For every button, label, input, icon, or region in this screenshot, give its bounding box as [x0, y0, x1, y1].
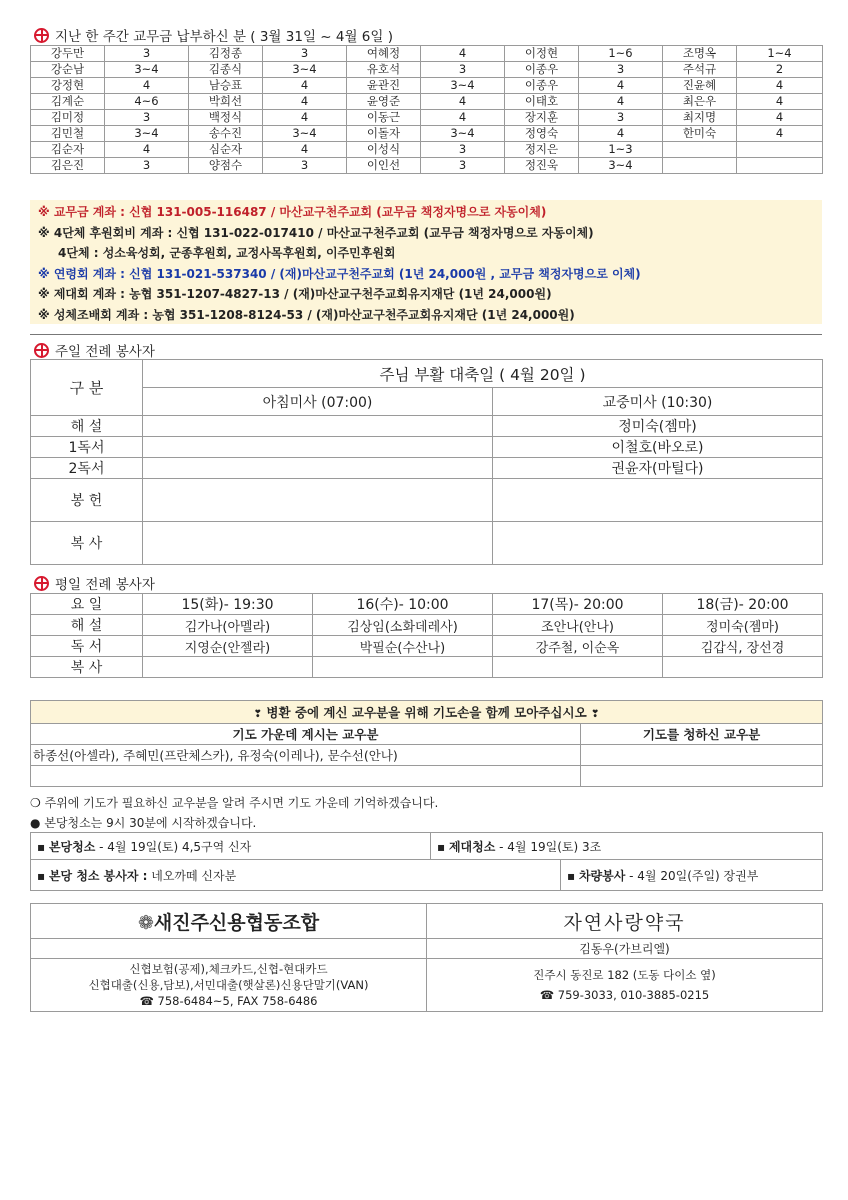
- donor-name: 박희선: [189, 94, 263, 110]
- donation-months: 4: [737, 94, 823, 110]
- server-cell: 지영순(안젤라): [143, 636, 313, 657]
- division-header: 구 분: [31, 360, 143, 416]
- server-cell: [313, 657, 493, 678]
- cleaning-label: 차량봉사: [578, 868, 626, 883]
- sunday-servers-table: [30, 359, 823, 565]
- donation-months: 3~4: [421, 126, 505, 142]
- donation-months: 3: [421, 62, 505, 78]
- donation-months: 4: [105, 142, 189, 158]
- cleaning-label: 제대청소: [448, 839, 496, 854]
- server-cell: 강주철, 이순옥: [493, 636, 663, 657]
- donor-name: [663, 142, 737, 158]
- account-line: ※ 교무금 계좌 : 신협 131-005-116487 / 마산교구천주교회 (교무금 책정자명으로 자동이체): [38, 205, 547, 219]
- credit-union-info-line: 신협보험(공제),체크카드,신협-현대카드: [129, 962, 328, 976]
- requester-col-header: 기도를 청하신 교우분: [581, 724, 823, 745]
- donation-months: 3~4: [105, 126, 189, 142]
- donation-months: [737, 142, 823, 158]
- donor-name: 심순자: [189, 142, 263, 158]
- account-line: ※ 성체조배회 계좌 : 농협 351-1208-8124-53 / (재)마산교구천주교회유지재단 (1년 24,000원): [38, 307, 575, 322]
- donor-name: 최은우: [663, 94, 737, 110]
- phone-icon: ☎: [539, 988, 555, 1002]
- day-header: 16(수)- 10:00: [313, 594, 493, 615]
- donation-months: 4: [579, 78, 663, 94]
- prayer-note: [30, 794, 438, 811]
- server-cell: [143, 657, 313, 678]
- donor-name: 강정현: [31, 78, 105, 94]
- cleaning-value: - 4월 19일(토) 4,5구역 신자: [95, 839, 252, 854]
- donation-months: 4: [579, 94, 663, 110]
- note-text: 주위에 기도가 필요하신 교우분을 알려 주시면 기도 가운데 기억하겠습니다.: [44, 796, 439, 810]
- phone-icon: ☎: [139, 994, 154, 1008]
- day-header: 15(화)- 19:30: [143, 594, 313, 615]
- donor-name: 남승표: [189, 78, 263, 94]
- cleaning-label: 본당 청소 봉사자 :: [48, 868, 148, 883]
- donation-months: 3~4: [263, 126, 347, 142]
- school-cell: 이철호(바오로): [493, 437, 823, 458]
- donation-row: [31, 158, 823, 174]
- server-cell: 박필순(수산나): [313, 636, 493, 657]
- donor-name: 송수진: [189, 126, 263, 142]
- day-header: 17(목)- 20:00: [493, 594, 663, 615]
- donation-months: 4: [263, 142, 347, 158]
- weekday-servers-table: [30, 593, 823, 678]
- donation-months: 3: [105, 46, 189, 62]
- credit-union-info-line: 신협대출(신용,담보),서민대출(햇살론)신용단말기(VAN): [88, 978, 369, 992]
- donation-row: [31, 142, 823, 158]
- donation-row: [31, 62, 823, 78]
- row-label: 독 서: [31, 636, 143, 657]
- empty-cell: [31, 766, 581, 787]
- donation-title: 지난 한 주간 교무금 납부하신 분 ( 3월 31일 ~ 4월 6일 ): [55, 29, 393, 45]
- heart-icon: ❣: [253, 709, 263, 720]
- school-cell: 정미숙(젬마): [493, 416, 823, 437]
- credit-union-name-cell: [31, 904, 427, 939]
- donation-row: [31, 46, 823, 62]
- account-line: ※ 연령회 계좌 : 신협 131-021-537340 / (재)마산교구천주교회 (1년 24,000원 , 교무금 책정자명으로 이체): [38, 266, 641, 281]
- donation-row: [31, 94, 823, 110]
- donation-months: 3~4: [421, 78, 505, 94]
- morning-cell: [143, 416, 493, 437]
- note-text: 본당청소는 9시 30분에 시작하겠습니다.: [44, 816, 257, 830]
- sunday-section-title: [34, 340, 155, 360]
- donation-months: 1~3: [579, 142, 663, 158]
- donor-name: 여혜정: [347, 46, 421, 62]
- day-label: 요 일: [31, 594, 143, 615]
- donation-months: 4: [737, 110, 823, 126]
- donor-name: 정영숙: [505, 126, 579, 142]
- donor-name: 이정현: [505, 46, 579, 62]
- cleaning-label: 본당청소: [48, 839, 96, 854]
- donor-name: 김민철: [31, 126, 105, 142]
- weekday-section-title: [34, 573, 155, 593]
- donation-months: 1~6: [579, 46, 663, 62]
- account-info-box: [30, 200, 822, 324]
- pharmacy-name: 자연사랑약국: [427, 904, 823, 939]
- server-cell: 김상임(소화데레사): [313, 615, 493, 636]
- donation-months: 3~4: [579, 158, 663, 174]
- donor-name: 윤관진: [347, 78, 421, 94]
- empty-cell: [31, 939, 427, 959]
- donation-months: 3~4: [263, 62, 347, 78]
- divider: [30, 334, 822, 335]
- donor-name: 장지훈: [505, 110, 579, 126]
- server-cell: [493, 657, 663, 678]
- server-cell: 김가나(아멜라): [143, 615, 313, 636]
- donation-months: 2: [737, 62, 823, 78]
- cleaning-value: - 4월 20일(주일) 장권부: [625, 868, 759, 883]
- donor-name: 주석규: [663, 62, 737, 78]
- donation-months: 4~6: [105, 94, 189, 110]
- donation-months: 3: [105, 110, 189, 126]
- donor-name: 정지은: [505, 142, 579, 158]
- requester-names: [581, 745, 823, 766]
- cross-circle-icon: [34, 576, 49, 591]
- donation-section-title: [34, 25, 393, 45]
- hollow-circle-icon: ❍: [30, 796, 41, 810]
- account-line: 4단체 : 성소육성회, 군종후원회, 교정사목후원회, 이주민후원회: [58, 246, 396, 260]
- donor-name: 김은진: [31, 158, 105, 174]
- pharmacy-owner: 김동우(가브리엘): [427, 939, 823, 959]
- row-label: 봉 헌: [31, 479, 143, 522]
- cross-circle-icon: [34, 28, 49, 43]
- donor-name: 백정식: [189, 110, 263, 126]
- cleaning-cell: ▪ 제대청소 - 4월 19일(토) 3조: [431, 833, 823, 860]
- donor-name: 한미숙: [663, 126, 737, 142]
- pharmacy-phone: 759-3033, 010-3885-0215: [557, 988, 710, 1002]
- server-cell: [663, 657, 823, 678]
- row-label: 복 사: [31, 657, 143, 678]
- donor-name: 이태호: [505, 94, 579, 110]
- donor-name: 이성식: [347, 142, 421, 158]
- donation-months: [737, 158, 823, 174]
- donation-months: 4: [263, 110, 347, 126]
- prayer-col-header: 기도 가운데 계시는 교우분: [31, 724, 581, 745]
- filled-circle-icon: ●: [30, 816, 41, 830]
- donor-name: 이종우: [505, 78, 579, 94]
- cleaning-cell: ▪ 본당청소 - 4월 19일(토) 4,5구역 신자: [31, 833, 431, 860]
- cleaning-value: 네오까떼 신자분: [147, 868, 237, 883]
- pharmacy-address: 진주시 동진로 182 (도동 다이소 옆): [533, 968, 716, 982]
- cleaning-note: [30, 814, 256, 831]
- donation-row: [31, 126, 823, 142]
- donation-months: 4: [105, 78, 189, 94]
- account-line: ※ 제대회 계좌 : 농협 351-1207-4827-13 / (재)마산교구천주교회유지재단 (1년 24,000원): [38, 287, 552, 301]
- donation-months: 3: [105, 158, 189, 174]
- donation-months: 3: [421, 142, 505, 158]
- donor-name: 김미정: [31, 110, 105, 126]
- pharmacy-info: [427, 959, 823, 1012]
- donor-name: 윤영준: [347, 94, 421, 110]
- sunday-title: 주일 전례 봉사자: [55, 344, 155, 360]
- morning-cell: [143, 479, 493, 522]
- cleaning-table: [30, 832, 823, 891]
- donor-name: 유호석: [347, 62, 421, 78]
- donor-name: 조명옥: [663, 46, 737, 62]
- donor-name: 김종식: [189, 62, 263, 78]
- donor-name: 김정종: [189, 46, 263, 62]
- donor-name: 최지명: [663, 110, 737, 126]
- credit-union-name: 새진주신용협동조합: [153, 911, 320, 934]
- donation-months: 4: [737, 78, 823, 94]
- row-label: 해 설: [31, 615, 143, 636]
- credit-union-phone: 758-6484~5, FAX 758-6486: [157, 994, 318, 1008]
- cleaning-cell: ▪ 본당 청소 봉사자 : 네오까떼 신자분: [31, 860, 561, 891]
- donor-name: 김순자: [31, 142, 105, 158]
- morning-mass-header: 아침미사 (07:00): [143, 388, 493, 416]
- row-label: 1독서: [31, 437, 143, 458]
- donor-name: 이동근: [347, 110, 421, 126]
- donation-row: [31, 110, 823, 126]
- donor-name: 강순남: [31, 62, 105, 78]
- donation-months: 4: [579, 126, 663, 142]
- school-cell: [493, 522, 823, 565]
- prayer-names: 하종선(아셀라), 주혜민(프란체스카), 유정숙(이레나), 문수선(안나): [31, 745, 581, 766]
- donation-months: 4: [421, 46, 505, 62]
- donation-months: 3: [579, 62, 663, 78]
- donation-table: [30, 45, 823, 174]
- donation-months: 4: [421, 110, 505, 126]
- prayer-table: [30, 700, 823, 787]
- row-label: 해 설: [31, 416, 143, 437]
- morning-cell: [143, 522, 493, 565]
- donation-months: 1~4: [737, 46, 823, 62]
- credit-union-logo-icon: ❁: [137, 911, 154, 934]
- account-line: ※ 4단체 후원회비 계좌 : 신협 131-022-017410 / 마산교구천주교회 (교무금 책정자명으로 자동이체): [38, 225, 594, 240]
- school-mass-header: 교중미사 (10:30): [493, 388, 823, 416]
- server-cell: 김갑식, 장선경: [663, 636, 823, 657]
- cleaning-cell: ▪ 차량봉사 - 4월 20일(주일) 장권부: [561, 860, 823, 891]
- donor-name: 김계순: [31, 94, 105, 110]
- heart-icon: ❣: [591, 709, 600, 720]
- donation-months: 4: [421, 94, 505, 110]
- morning-cell: [143, 458, 493, 479]
- prayer-header-cell: [31, 701, 823, 724]
- donor-name: [663, 158, 737, 174]
- donation-months: 4: [737, 126, 823, 142]
- sponsor-table: [30, 903, 823, 1012]
- donation-months: 4: [263, 94, 347, 110]
- donation-months: 3: [263, 158, 347, 174]
- donation-months: 3: [579, 110, 663, 126]
- donor-name: 강두만: [31, 46, 105, 62]
- donor-name: 이돌자: [347, 126, 421, 142]
- prayer-header: 병환 중에 계신 교우분을 위해 기도손을 함께 모아주십시오: [266, 705, 587, 720]
- donor-name: 양점수: [189, 158, 263, 174]
- donor-name: 이종우: [505, 62, 579, 78]
- day-header: 18(금)- 20:00: [663, 594, 823, 615]
- cross-circle-icon: [34, 343, 49, 358]
- school-cell: 권윤자(마틸다): [493, 458, 823, 479]
- empty-cell: [581, 766, 823, 787]
- donation-months: 3: [263, 46, 347, 62]
- server-cell: 정미숙(젬마): [663, 615, 823, 636]
- weekday-title: 평일 전례 봉사자: [55, 577, 155, 593]
- cleaning-value: - 4월 19일(토) 3조: [495, 839, 602, 854]
- donation-months: 3: [421, 158, 505, 174]
- row-label: 2독서: [31, 458, 143, 479]
- sunday-event-title: 주님 부활 대축일 ( 4월 20일 ): [143, 360, 823, 388]
- donor-name: 진윤혜: [663, 78, 737, 94]
- credit-union-info: [31, 959, 427, 1012]
- donation-months: 3~4: [105, 62, 189, 78]
- morning-cell: [143, 437, 493, 458]
- donor-name: 이인선: [347, 158, 421, 174]
- donation-months: 4: [263, 78, 347, 94]
- server-cell: 조안나(안나): [493, 615, 663, 636]
- row-label: 복 사: [31, 522, 143, 565]
- donor-name: 정진욱: [505, 158, 579, 174]
- school-cell: [493, 479, 823, 522]
- donation-row: [31, 78, 823, 94]
